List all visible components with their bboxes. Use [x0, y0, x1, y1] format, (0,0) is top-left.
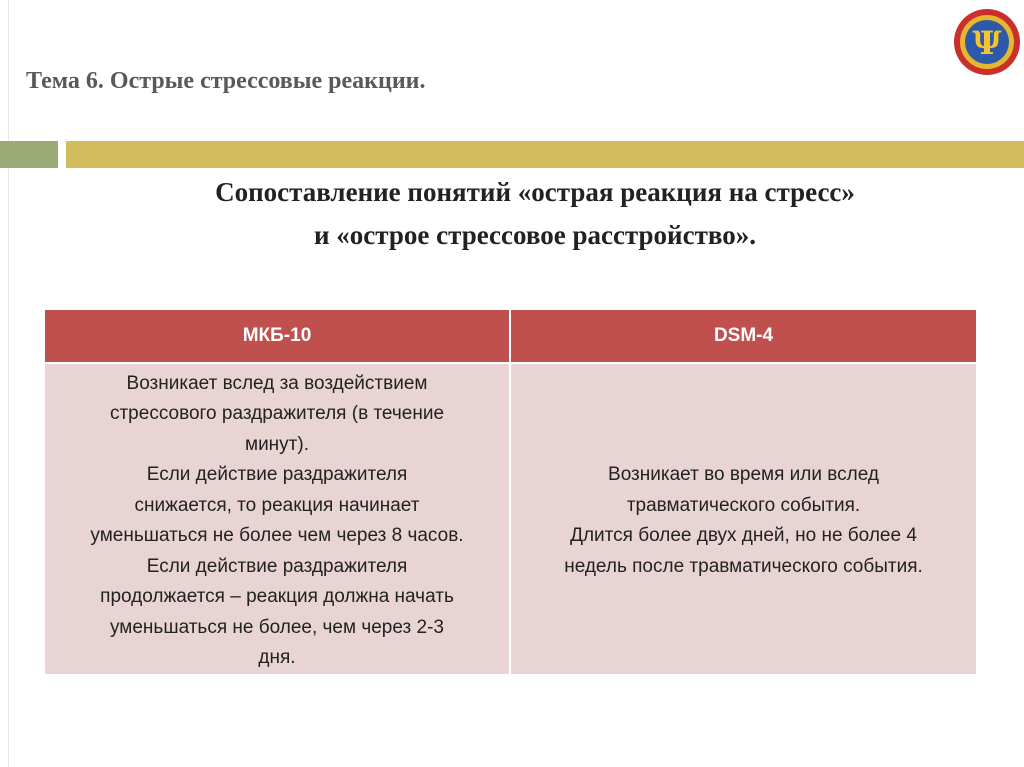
table-row — [45, 363, 976, 674]
cell-text-line: уменьшаться не более, чем через 2-3 — [110, 616, 444, 638]
psi-emblem-icon — [952, 2, 1022, 94]
cell-text-line: дня. — [258, 647, 296, 668]
topic-title: Тема 6. Острые стрессовые реакции. — [26, 68, 426, 94]
heading-line-2: и «острое стрессовое расстройство». — [313, 220, 756, 250]
decor-bar-right — [66, 141, 1024, 168]
cell-text-line: Возникает во время или вслед — [608, 464, 879, 485]
header-dsm4: DSM-4 — [510, 310, 976, 363]
cell-text-line: уменьшаться не более чем через 8 часов. — [90, 525, 464, 546]
cell-text-line: Если действие раздражителя — [146, 555, 408, 577]
cell-text-line: Если действие раздражителя — [146, 464, 408, 485]
slide-heading — [70, 171, 1000, 257]
cell-text-line: стрессового раздражителя (в течение — [109, 403, 445, 424]
psi-symbol: Ψ — [972, 24, 1002, 62]
cell-text-line: Возникает вслед за воздействием — [126, 372, 428, 394]
cell-dsm4-description — [510, 363, 976, 674]
cell-text-line: минут). — [245, 433, 309, 455]
cell-text-line: Длится более двух дней, но не более 4 — [570, 525, 917, 546]
cell-text-line: продолжается – реакция должна начать — [100, 586, 454, 607]
dsm4-text — [519, 460, 968, 582]
heading-line-1: Сопоставление понятий «острая реакция на стресс» — [215, 177, 855, 207]
table-header-row — [45, 310, 976, 363]
cell-text-line: снижается, то реакция начинает — [134, 494, 420, 516]
cell-text-line: недель после травматического события. — [564, 555, 923, 577]
decor-bar-left — [0, 141, 58, 168]
comparison-table — [45, 310, 976, 674]
header-icd10: МКБ-10 — [45, 310, 510, 363]
cell-text-line: травматического события. — [626, 494, 861, 516]
icd10-text — [53, 369, 501, 674]
cell-icd10-description — [45, 363, 510, 674]
